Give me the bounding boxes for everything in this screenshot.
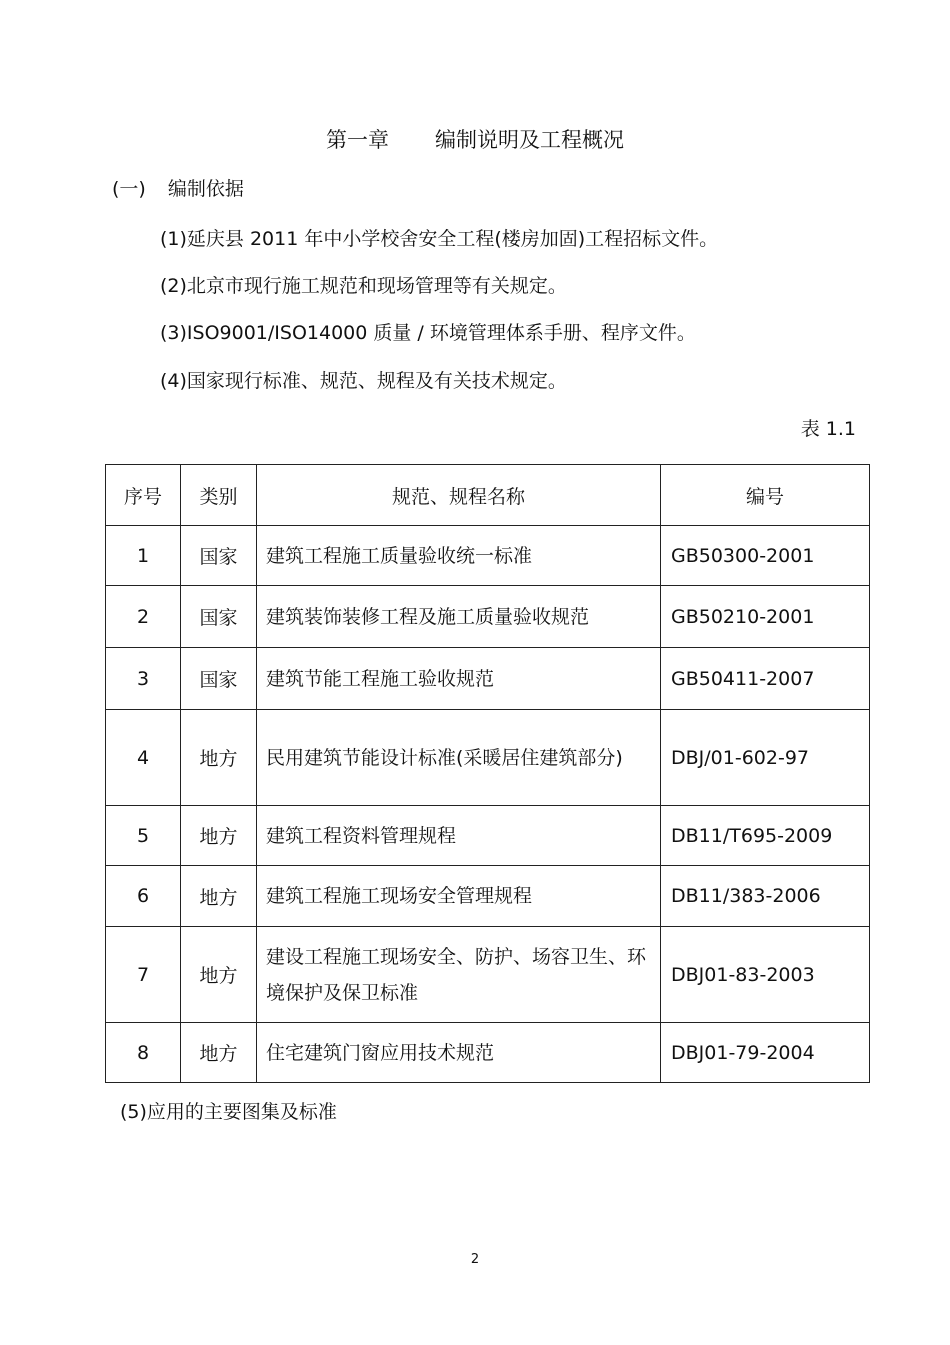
chapter-number: 第一章 <box>326 128 389 152</box>
table-row <box>106 866 870 927</box>
row-number: 6 <box>106 866 181 927</box>
chapter-title: 编制说明及工程概况 <box>435 128 624 152</box>
row-code: GB50210-2001 <box>661 586 870 648</box>
basis-item-3: (3)ISO9001/ISO14000 质量 / 环境管理体系手册、程序文件。 <box>160 322 696 344</box>
row-name: 建筑工程施工质量验收统一标准 <box>257 526 661 586</box>
row-number: 5 <box>106 806 181 866</box>
row-code: DBJ01-79-2004 <box>661 1023 870 1083</box>
table-row <box>106 648 870 710</box>
row-name: 建筑装饰装修工程及施工质量验收规范 <box>257 586 661 648</box>
table-header-row <box>106 465 870 526</box>
row-number: 3 <box>106 648 181 710</box>
row-code: DBJ/01-602-97 <box>661 710 870 806</box>
table-row <box>106 526 870 586</box>
row-category: 地方 <box>181 1023 257 1083</box>
row-name: 建筑工程资料管理规程 <box>257 806 661 866</box>
row-number: 7 <box>106 927 181 1023</box>
section-title: 编制依据 <box>167 178 244 200</box>
row-category: 国家 <box>181 648 257 710</box>
header-name: 规范、规程名称 <box>257 465 661 526</box>
row-number: 1 <box>106 526 181 586</box>
header-category: 类别 <box>181 465 257 526</box>
chapter-heading <box>0 124 950 154</box>
standards-table <box>105 464 870 1083</box>
row-number: 2 <box>106 586 181 648</box>
table-label: 表 1.1 <box>800 418 856 440</box>
row-number: 8 <box>106 1023 181 1083</box>
row-category: 国家 <box>181 586 257 648</box>
header-code: 编号 <box>661 465 870 526</box>
table-row <box>106 586 870 648</box>
row-category: 地方 <box>181 866 257 927</box>
drawings-note: (5)应用的主要图集及标准 <box>120 1101 337 1123</box>
table-row <box>106 1023 870 1083</box>
table-row <box>106 927 870 1023</box>
row-category: 地方 <box>181 927 257 1023</box>
row-category: 国家 <box>181 526 257 586</box>
row-name: 建筑工程施工现场安全管理规程 <box>257 866 661 927</box>
header-number: 序号 <box>106 465 181 526</box>
row-name: 建筑节能工程施工验收规范 <box>257 648 661 710</box>
row-code: DB11/T695-2009 <box>661 806 870 866</box>
row-name: 住宅建筑门窗应用技术规范 <box>257 1023 661 1083</box>
basis-item-1: (1)延庆县 2011 年中小学校舍安全工程(楼房加固)工程招标文件。 <box>160 228 719 250</box>
row-name: 民用建筑节能设计标准(采暖居住建筑部分) <box>257 710 661 806</box>
row-name: 建设工程施工现场安全、防护、场容卫生、环境保护及保卫标准 <box>257 927 661 1023</box>
section-heading <box>112 174 244 201</box>
row-category: 地方 <box>181 710 257 806</box>
basis-item-2: (2)北京市现行施工规范和现场管理等有关规定。 <box>160 275 567 297</box>
row-category: 地方 <box>181 806 257 866</box>
section-marker: (一) <box>112 178 146 200</box>
table-row <box>106 710 870 806</box>
basis-item-4: (4)国家现行标准、规范、规程及有关技术规定。 <box>160 370 567 392</box>
row-code: GB50300-2001 <box>661 526 870 586</box>
row-number: 4 <box>106 710 181 806</box>
row-code: DBJ01-83-2003 <box>661 927 870 1023</box>
page-number: 2 <box>470 1252 480 1267</box>
row-code: GB50411-2007 <box>661 648 870 710</box>
row-code: DB11/383-2006 <box>661 866 870 927</box>
table-row <box>106 806 870 866</box>
